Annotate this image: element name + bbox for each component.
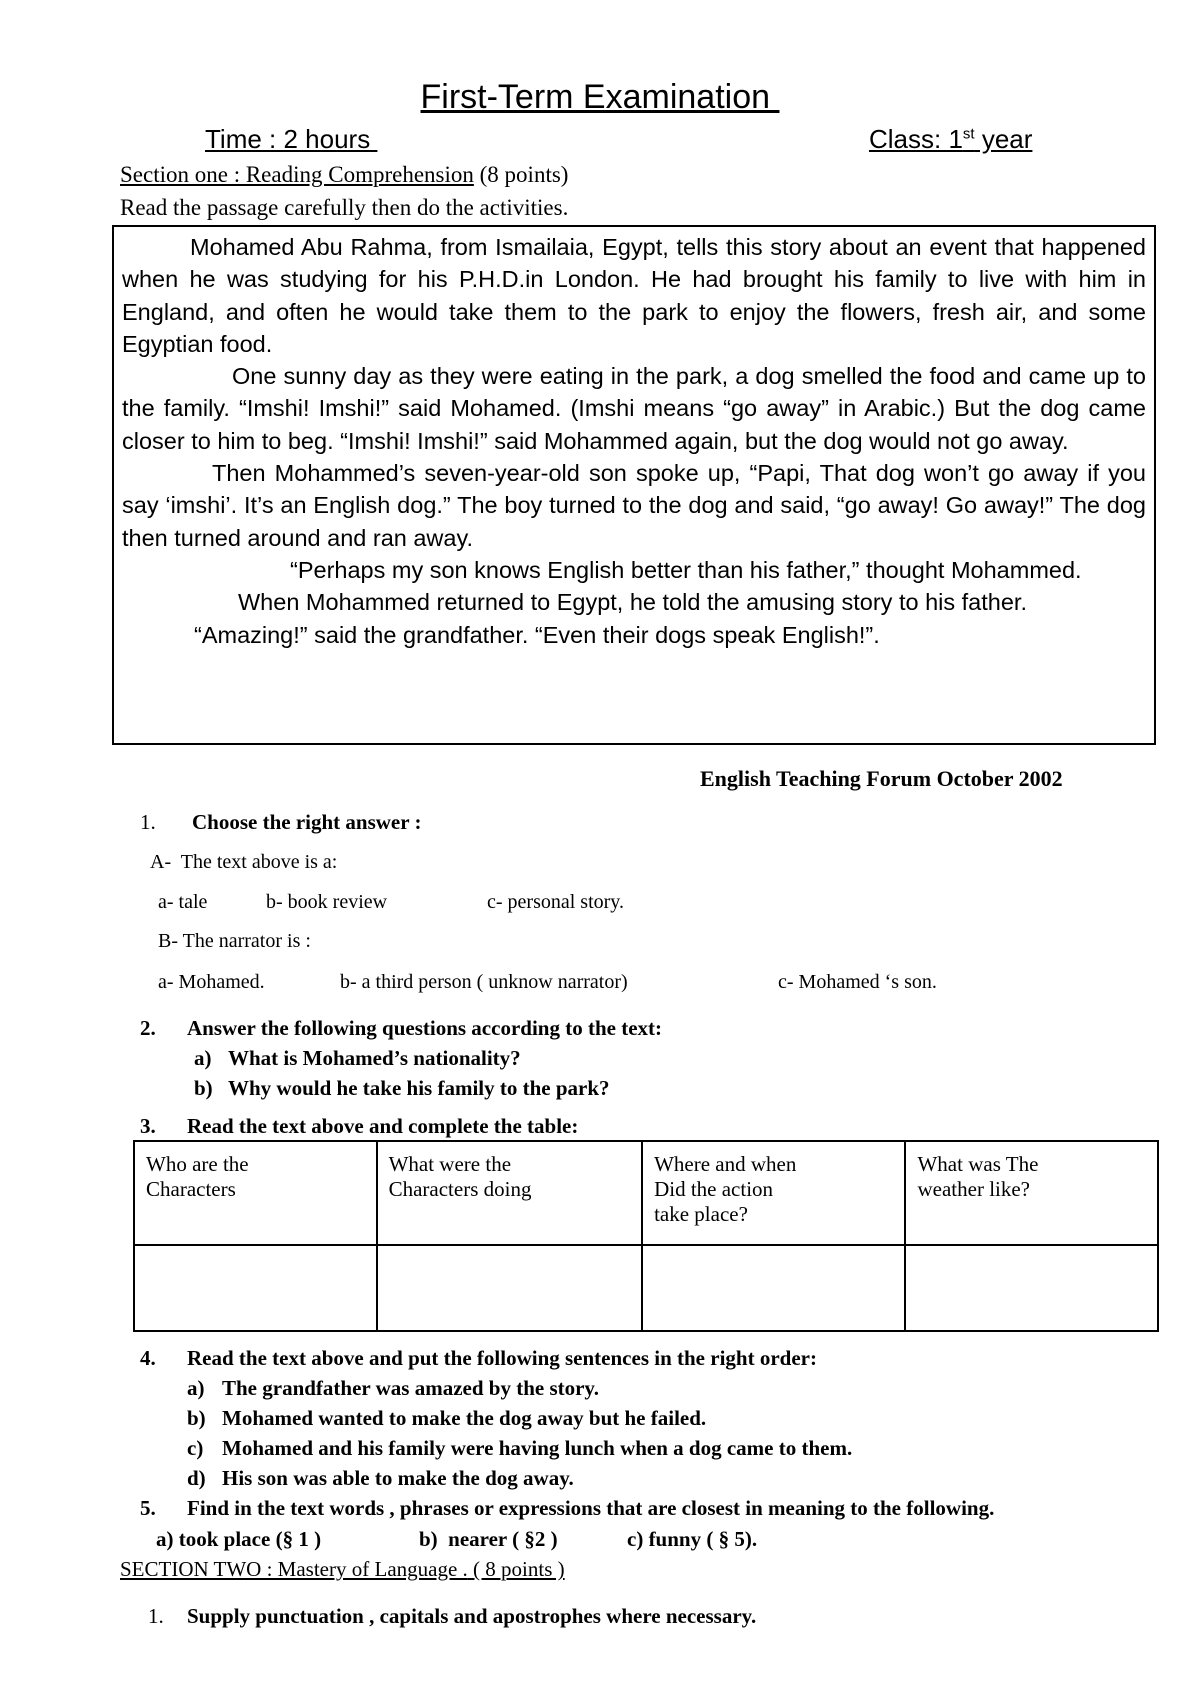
q2-item-text: Why would he take his family to the park? xyxy=(228,1076,610,1100)
q4-item-text: Mohamed wanted to make the dog away but he failed. xyxy=(222,1406,707,1430)
q1b-option: a- Mohamed. xyxy=(158,971,265,993)
q2-number: 2. xyxy=(140,1016,156,1040)
passage-paragraph: “Perhaps my son knows English better than his father,” thought Mohammed. xyxy=(290,556,1082,583)
q5-item: b) nearer ( §2 ) xyxy=(419,1527,558,1551)
q4-item-letter: b) xyxy=(187,1406,206,1430)
q2-item-letter: b) xyxy=(194,1076,213,1100)
passage-paragraph: One sunny day as they were eating in the park, a dog smelled the food and came up to the family. “Imshi! Imshi!” said Mohamed. (Imshi means “go away” in Arabic.) But the dog came closer to him to beg. “Imshi! Imshi!” said Mohammed again, but the dog would not go away. xyxy=(122,363,1146,454)
table-header-cell xyxy=(905,1141,1158,1245)
q4-item-text: The grandfather was amazed by the story. xyxy=(222,1376,600,1400)
q5-item: a) took place (§ 1 ) xyxy=(156,1527,322,1551)
q1b-stem: B- The narrator is : xyxy=(158,930,311,952)
q5-title: Find in the text words , phrases or expressions that are closest in meaning to the following. xyxy=(187,1496,995,1520)
q1-title: Choose the right answer : xyxy=(192,810,422,834)
q1a-stem: A- The text above is a: xyxy=(150,851,338,873)
q4-number: 4. xyxy=(140,1346,156,1370)
table-answer-cell[interactable] xyxy=(642,1245,905,1331)
q4-item-letter: a) xyxy=(187,1376,205,1400)
table-answer-cell[interactable] xyxy=(905,1245,1158,1331)
q5-number: 5. xyxy=(140,1496,156,1520)
table-header-line: Characters doing xyxy=(388,1177,532,1201)
section-one-heading: Section one : Reading Comprehension (8 points) xyxy=(120,162,569,187)
q1b-option: b- a third person ( unknow narrator) xyxy=(340,971,628,993)
section-one-instruction: Read the passage carefully then do the activities. xyxy=(120,195,569,220)
table-header-line: take place? xyxy=(654,1202,748,1226)
q2-item-text: What is Mohamed’s nationality? xyxy=(228,1046,521,1070)
q1a-option: c- personal story. xyxy=(487,891,624,913)
table-header-cell xyxy=(642,1141,905,1245)
passage-paragraph: Mohamed Abu Rahma, from Ismailaia, Egypt, tells this story about an event that happened when he was studying for his P.H.D.in London. He had brought his family to live with him in England, and often he would take them to the park to enjoy the flowers, fresh air, and some Egyptian food. xyxy=(122,234,1146,357)
passage-paragraph: Then Mohammed’s seven-year-old son spoke up, “Papi, That dog won’t go away if you say ‘imshi’. It’s an English dog.” The boy turned to the dog and said, “go away! Go away!” The dog then turned around and ran away. xyxy=(122,460,1146,551)
q5-item: c) funny ( § 5). xyxy=(627,1527,758,1551)
s2-q1-title: Supply punctuation , capitals and apostrophes where necessary. xyxy=(187,1604,757,1628)
q1a-option: a- tale xyxy=(158,891,208,913)
table-header-line: What were the xyxy=(388,1152,512,1176)
q4-title: Read the text above and put the following sentences in the right order: xyxy=(187,1346,817,1370)
passage-paragraph: “Amazing!” said the grandfather. “Even their dogs speak English!”. xyxy=(194,621,880,648)
q2-item-letter: a) xyxy=(194,1046,212,1070)
q3-number: 3. xyxy=(140,1114,156,1138)
q4-item-letter: c) xyxy=(187,1436,204,1460)
q4-item-text: Mohamed and his family were having lunch when a dog came to them. xyxy=(222,1436,853,1460)
table-answer-cell[interactable] xyxy=(134,1245,377,1331)
passage-source: English Teaching Forum October 2002 xyxy=(700,766,1063,791)
q1b-option: c- Mohamed ‘s son. xyxy=(778,971,937,993)
exam-title: First-Term Examination xyxy=(420,78,780,116)
q4-item-text: His son was able to make the dog away. xyxy=(222,1466,574,1490)
table-header-cell xyxy=(134,1141,377,1245)
table-header-line: Did the action xyxy=(654,1177,774,1201)
table-header-line: weather like? xyxy=(917,1177,1031,1201)
class-label: Class: 1st year xyxy=(869,124,1033,154)
q3-title: Read the text above and complete the table: xyxy=(187,1114,579,1138)
reading-passage xyxy=(112,225,1156,745)
table-answer-cell[interactable] xyxy=(377,1245,643,1331)
time-label: Time : 2 hours xyxy=(205,124,378,154)
characters-table xyxy=(133,1140,1159,1332)
q2-title: Answer the following questions according to the text: xyxy=(187,1016,663,1040)
q1a-option: b- book review xyxy=(266,891,388,913)
passage-paragraph: When Mohammed returned to Egypt, he told the amusing story to his father. xyxy=(238,589,1027,616)
table-header-line: What was The xyxy=(917,1152,1039,1176)
table-header-cell xyxy=(377,1141,643,1245)
table-header-line: Who are the xyxy=(146,1152,249,1176)
s2-q1-number: 1. xyxy=(148,1604,164,1628)
section-two-heading: SECTION TWO : Mastery of Language . ( 8 points ) xyxy=(120,1557,565,1581)
table-header-line: Characters xyxy=(146,1177,236,1201)
table-header-line: Where and when xyxy=(654,1152,797,1176)
q1-number: 1. xyxy=(140,810,156,834)
q4-item-letter: d) xyxy=(187,1466,206,1490)
